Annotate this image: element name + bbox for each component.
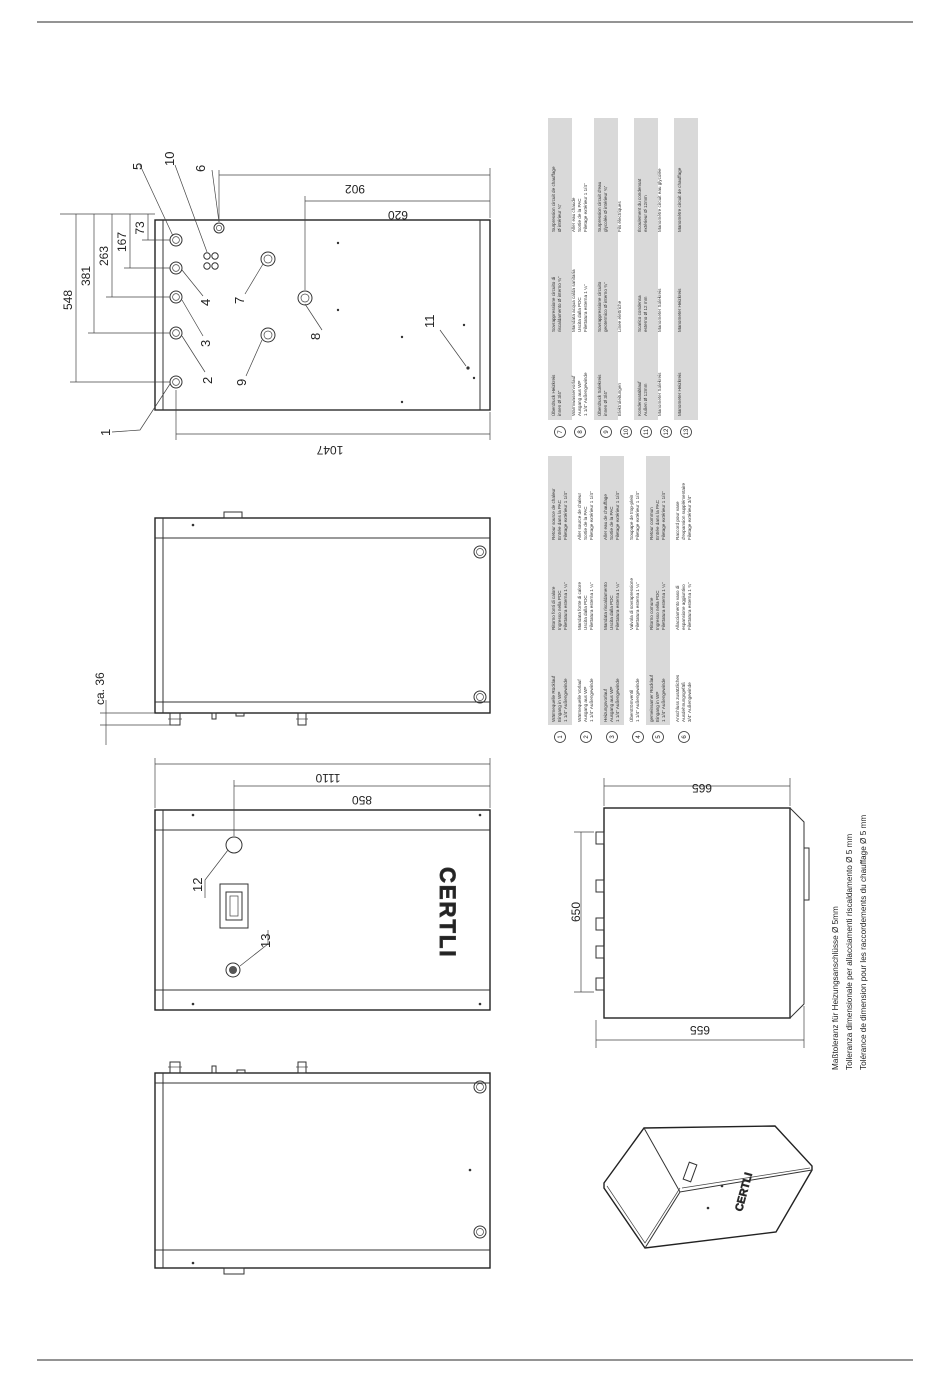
legend-row-4 — [628, 491, 644, 742]
legend-text-it: Filettatura esterna 1 ¾" — [687, 582, 692, 630]
legend-text-it: Sovrappressione circuito di — [551, 276, 556, 332]
callout-10: 10 — [162, 151, 177, 166]
legend-text-it: Scarico condensa — [637, 295, 642, 332]
legend-text-it: Uscita dalla PDC — [583, 595, 588, 630]
legend-text-it: Filettatura esterna 1 ¼" — [563, 582, 568, 630]
legend-text-fr: Écoulement du condensat — [637, 178, 642, 232]
plan-view-connections — [60, 152, 490, 457]
legend-text-it: Uscita dalla PDC — [577, 297, 582, 332]
legend-text-it: Allacciamento vaso di — [675, 585, 680, 630]
connection-12 — [226, 837, 242, 853]
connection-13 — [226, 963, 240, 977]
legend-number: 12 — [664, 428, 670, 436]
legend-text-it: Filettatura esterna 1 ¼" — [583, 284, 588, 332]
dim-381: 381 — [79, 265, 93, 287]
legend-text-fr: Filetage extérieur 3/4" — [687, 495, 692, 540]
legend-number: 8 — [578, 430, 584, 434]
connection-1 — [170, 376, 182, 388]
connection-2 — [170, 327, 182, 339]
legend-number: 3 — [610, 735, 616, 739]
legend-text-de: innen Ø 3/4" — [557, 390, 562, 416]
legend-text-fr: Ø intérieur ¾" — [557, 203, 562, 232]
legend-row-13 — [674, 118, 698, 438]
legend-row-11 — [634, 118, 658, 438]
dim-ca36: ca. 36 — [93, 672, 107, 705]
legend-text-de: Überdruck Heizkreis — [551, 374, 556, 416]
legend-text-it: Mandata acqua calda sanitaria — [571, 269, 576, 332]
legend-text-de: 1 1/4" Außengewinde — [583, 372, 588, 416]
legend-text-de: Eingang in WP — [557, 691, 562, 722]
legend-text-de: Ausdehnungsgefäß — [681, 682, 686, 722]
legend-text-fr: Entrée dans la PAC — [655, 499, 660, 540]
legend-number: 13 — [684, 428, 690, 436]
certi-logo — [435, 867, 460, 958]
legend-text-de: Kondensatablauf — [637, 381, 642, 416]
legend-text-de: 1 1/4" Außengewinde — [661, 678, 666, 722]
legend-text-de: Ausgang aus WP — [577, 380, 582, 416]
legend-text-fr: Aller eau de chauffage — [603, 494, 608, 540]
legend-text-fr: Sortie de la PAC — [577, 198, 582, 232]
legend-row-2 — [577, 491, 594, 742]
dim-902: 902 — [344, 182, 366, 196]
tolerance-fr: Tolérance de dimension pour les raccordements du chauffage Ø 5 mm — [859, 814, 868, 1070]
legend-text-it: Manometer Heizkreis — [677, 288, 682, 332]
legend-text-fr: Entrée dans la PAC — [557, 499, 562, 540]
tolerance-de: Maßtoleranz für Heizungsanschlüsse Ø 5mm — [831, 906, 840, 1070]
legend-text-it: Filettatura esterna 1 ¼" — [635, 582, 640, 630]
legend-text-it: Ingresso nella PDC — [655, 590, 660, 630]
callout-3: 3 — [198, 339, 213, 347]
dim-620: 620 — [387, 208, 409, 222]
legend-text-fr: Aller eau chaude — [571, 197, 576, 232]
legend-text-fr: Filetage extérieur 1 1/4" — [589, 491, 594, 540]
callout-7: 7 — [232, 296, 247, 304]
legend-row-6 — [675, 482, 692, 742]
legend-text-de: 1 1/4" Außengewinde — [563, 678, 568, 722]
front-view — [155, 758, 490, 1010]
legend-text-fr: Surpression circuit d'eau — [597, 181, 602, 232]
iso-logo: CERTLI — [733, 1171, 756, 1213]
legend-text-it: Filettatura esterna 1 ¼" — [615, 582, 620, 630]
legend-text-de: Anschluss zusätzliches — [675, 674, 680, 722]
legend-text-fr: Soupape de trop-plein — [629, 494, 634, 540]
legend-text-fr: Manomètre circuit de chauffage — [677, 167, 682, 232]
legend-text-fr: Manomètre circuit eau glycolée — [657, 168, 662, 232]
callout-6: 6 — [193, 164, 208, 172]
callout-12: 12 — [190, 877, 205, 892]
callout-8: 8 — [308, 332, 323, 340]
connection-5 — [170, 234, 182, 246]
callout-13: 13 — [258, 933, 273, 948]
legend-text-it: Mandata riscaldamento — [603, 582, 608, 630]
legend-row-3 — [600, 456, 624, 743]
legend-number: 10 — [624, 428, 630, 436]
callout-2: 2 — [200, 376, 215, 384]
connection-9 — [261, 328, 275, 342]
legend-number: 1 — [558, 735, 564, 739]
legend-text-fr: Retour commun — [649, 507, 654, 540]
legend-text-de: Elektroleitungen — [617, 383, 622, 416]
dim-850: 850 — [351, 793, 373, 807]
legend-text-de: Ausgang aus WP — [609, 686, 614, 722]
dim-548: 548 — [61, 289, 75, 311]
legend-text-fr: extérieur Ø 12mm — [643, 195, 648, 232]
callout-5: 5 — [130, 162, 145, 170]
legend-text-fr: Sortie de la PAC — [609, 506, 614, 540]
callout-1: 1 — [98, 428, 113, 436]
legend-text-it: espansione aggiuntivo — [681, 584, 686, 630]
legend-text-de: Manometer Heizkreis — [677, 372, 682, 416]
legend-text-it: Filettatura esterna 1 ¼" — [661, 582, 666, 630]
connection-7 — [261, 252, 275, 266]
legend-text-it: Uscita dalla PDC — [609, 595, 614, 630]
tolerance-notes — [831, 815, 868, 1070]
legend-text-de: 3/4" Außengewinde — [687, 682, 692, 722]
legend-text-fr: Surpression circuit de chauffage — [551, 166, 556, 232]
connection-3 — [170, 291, 182, 303]
legend-row-9 — [594, 118, 618, 438]
dim-665: 665 — [691, 781, 713, 795]
connection-4 — [170, 262, 182, 274]
legend-text-fr: Retour source de chaleur — [551, 488, 556, 540]
side-view-a — [93, 512, 490, 745]
dim-1110: 1110 — [315, 771, 341, 785]
legend-text-it: Manometer Solekreis — [657, 288, 662, 332]
legend-text-de: 1 1/4" Außengewinde — [635, 678, 640, 722]
isometric-view — [604, 1126, 812, 1248]
legend-row-12 — [657, 168, 672, 438]
callout-4: 4 — [198, 298, 213, 306]
legend-text-de: innen Ø 3/4" — [603, 390, 608, 416]
legend-text-de: Eingang in WP — [655, 691, 660, 722]
legend-text-it: riscaldamento Ø interno ¾" — [557, 276, 562, 332]
legend-row-5 — [646, 456, 670, 743]
legend-text-it: Sovrappressione circuito — [597, 281, 602, 332]
legend-text-de: Manometer Solekreis — [657, 372, 662, 416]
legend-text-de: Warmwasservorlauf — [571, 375, 576, 416]
logo-text: CERTLI — [435, 867, 460, 959]
legend-text-de: Ausgang aus WP — [583, 686, 588, 722]
dim-263: 263 — [97, 245, 111, 267]
legend-text-it: geotermico Ø interno ¾" — [603, 282, 608, 332]
legend-text-fr: Fils électriques — [617, 201, 622, 232]
legend-text-fr: glycolée Ø intérieur ¾" — [603, 185, 608, 232]
legend-text-it: Ingresso nella PDC — [557, 590, 562, 630]
side-view-b — [155, 1062, 490, 1274]
dim-73: 73 — [133, 221, 147, 235]
legend-text-fr: Aller source de chaleur — [577, 493, 582, 540]
connection-legend — [548, 118, 698, 743]
legend-number: 11 — [644, 428, 650, 436]
legend-text-de: Überströmventil — [629, 689, 634, 722]
connection-6 — [214, 223, 224, 233]
legend-text-it: Linee elettriche — [617, 300, 622, 332]
legend-text-de: gemeinsamer Rücklauf — [649, 675, 654, 722]
legend-text-de: Heizungsvorlauf — [603, 689, 608, 722]
connection-11 — [466, 366, 469, 369]
legend-text-de: Überdruck Solekreis — [597, 374, 602, 416]
legend-text-it: Ritorno fonti di calore — [551, 586, 556, 630]
legend-number: 9 — [604, 430, 610, 434]
legend-number: 2 — [584, 735, 590, 739]
legend-row-1 — [548, 456, 572, 743]
legend-text-de: 1 1/4" Außengewinde — [589, 678, 594, 722]
legend-row-shade — [634, 118, 658, 420]
legend-text-de: 1 1/4" Außengewinde — [615, 678, 620, 722]
legend-number: 7 — [558, 430, 564, 434]
legend-number: 6 — [682, 735, 688, 739]
legend-text-fr: Filetage extérieur 1 1/4" — [661, 491, 666, 540]
legend-text-fr: Filetage extérieur 1 1/4" — [583, 183, 588, 232]
legend-text-fr: Raccord pour vase — [675, 501, 680, 540]
dim-167: 167 — [115, 231, 129, 253]
legend-text-fr: Sortie de la PAC — [583, 506, 588, 540]
callout-11: 11 — [422, 314, 437, 328]
callout-9: 9 — [234, 378, 249, 386]
legend-text-it: Filettatura esterna 1 ¼" — [589, 582, 594, 630]
legend-row-10 — [617, 201, 632, 438]
connection-8 — [298, 291, 312, 305]
legend-text-it: Mandata fonte di calore — [577, 581, 582, 630]
legend-text-it: Valvola di sovrapressione — [629, 577, 634, 630]
connection-10 — [204, 253, 218, 269]
legend-text-fr: d'expansion supplémentaire — [681, 482, 686, 540]
dim-1047: 1047 — [316, 443, 344, 457]
tolerance-it: Tolleranza dimensionale per allacciamenti riscaldamento Ø 5 mm — [845, 833, 854, 1070]
legend-text-it: Ritorno comune — [649, 597, 654, 630]
legend-text-de: Außen Ø 12mm — [643, 383, 648, 416]
end-view — [569, 778, 809, 1048]
legend-text-fr: Filetage extérieur 1 1/4" — [563, 491, 568, 540]
dim-655: 655 — [689, 1023, 711, 1037]
legend-text-fr: Filetage extérieur 1 1/4" — [635, 491, 640, 540]
legend-row-7 — [548, 118, 572, 438]
legend-text-fr: Filetage extérieur 1 1/4" — [615, 491, 620, 540]
handle — [220, 884, 248, 928]
legend-row-8 — [571, 183, 588, 437]
legend-text-de: Wärmequelle Vorlauf — [577, 679, 582, 722]
legend-text-de: Wärmequelle Rücklauf — [551, 675, 556, 722]
legend-number: 5 — [656, 735, 662, 739]
legend-text-it: esterno Ø 12 mm — [643, 296, 648, 332]
dim-650: 650 — [569, 901, 583, 923]
legend-number: 4 — [636, 735, 642, 739]
